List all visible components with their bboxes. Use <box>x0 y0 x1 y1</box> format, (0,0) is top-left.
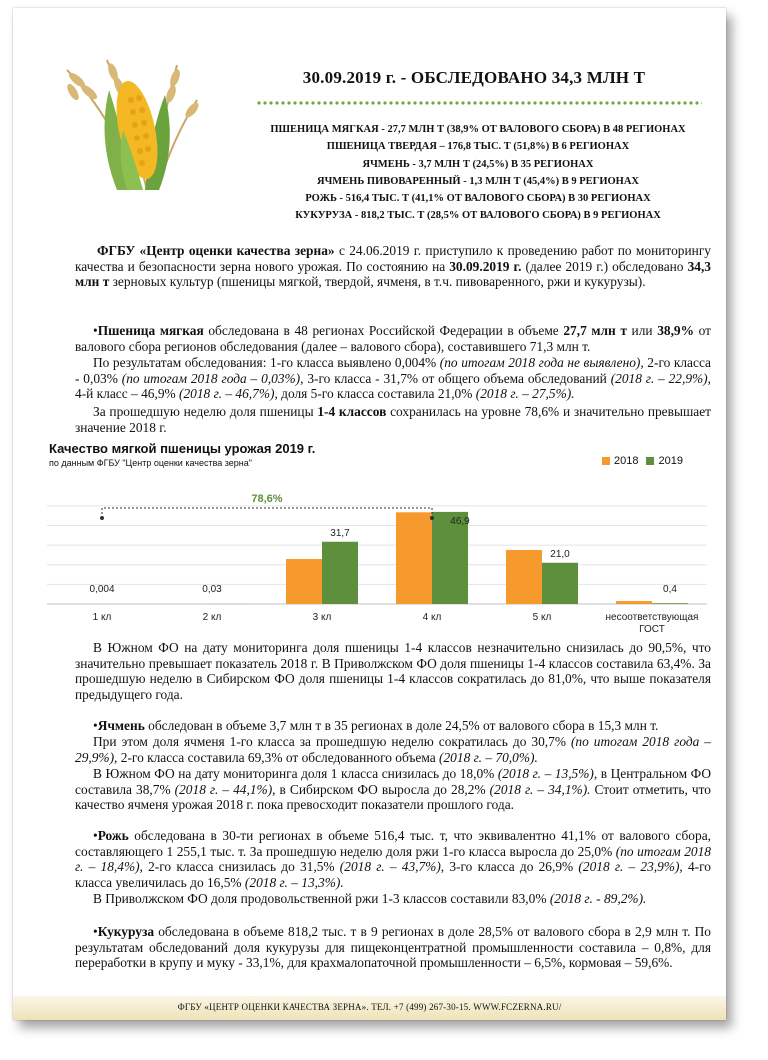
chart-subtitle: по данным ФГБУ "Центр оценки качества зерна" <box>49 458 252 468</box>
text: Стоит отметить, что качество ячменя урожая 2018 г. пока превосходит показатели прошлого года. <box>75 781 711 813</box>
data-label: 31,7 <box>330 527 350 539</box>
text: (2018 г. – 13,5%) <box>497 766 594 781</box>
category-label: 3 кл <box>312 612 332 623</box>
text: , 2-го класса - 0,03% <box>75 355 711 386</box>
text: (по итогам 2018 года – 0,03%) <box>121 370 301 386</box>
data-label: 0,03 <box>202 584 222 595</box>
category-label: 1 кл <box>92 612 112 623</box>
bullet: • <box>93 323 98 338</box>
bracket-line <box>102 508 432 518</box>
category-label-line: несоответствующая <box>605 612 699 623</box>
rye-heading: Рожь <box>97 828 129 843</box>
wheat-paragraph-2 <box>75 355 711 402</box>
category-label: 2 кл <box>202 612 222 623</box>
text: обследована в объеме 818,2 тыс. т в 9 регионах в доле 28,5% от валового сбора в 2,9 млн т. По результатам обследований доля кукурузы для пищеконцентратной промышленности составила – 0,8%, для переработки в крупу и муку - 33,1%, для крахмалопаточной промышленности – 6,5%, кормовая – 59,6%. <box>75 924 711 971</box>
bar-2019 <box>322 542 358 604</box>
text: В Приволжском ФО доля продовольственной ржи 1-3 классов составили 83,0% <box>93 891 550 906</box>
text: , в Центральном ФО составила 38,7% <box>75 766 711 797</box>
chart-legend <box>602 455 683 467</box>
text: обследована в 30-ти регионах в объеме 516,4 тыс. т, что эквивалентно 41,1% от валового сбора, составляющего 1 255,1 тыс. т. За прошедшую неделю доля ржи 1-го класса выросла до 25,0% <box>75 828 711 859</box>
text: 27,7 млн т <box>563 323 627 338</box>
chart-title: Качество мягкой пшеницы урожая 2019 г. <box>49 441 316 456</box>
text: обследован в объеме 3,7 млн т в 35 регионах в доле 24,5% от валового сбора в 15,3 млн т. <box>144 718 659 733</box>
rye-paragraph-2 <box>75 891 711 907</box>
intro-amount: 34,3 млн т <box>75 258 711 290</box>
document-page <box>13 8 726 1020</box>
text: (2018 г. – 46,7%) <box>179 386 275 402</box>
bar-2019 <box>652 603 688 604</box>
text: По результатам обследования: 1-го класса выявлено 0,004% <box>93 355 440 370</box>
crop-summary-item: КУКУРУЗА - 818,2 ТЫС. Т (28,5% ОТ ВАЛОВОГО СБОРА) В 9 РЕГИОНАХ <box>295 210 661 222</box>
category-label-line: ГОСТ <box>639 624 665 635</box>
corn-heading: Кукуруза <box>97 924 155 939</box>
category-label: 4 кл <box>422 612 442 623</box>
crop-summary-list <box>243 121 713 225</box>
footer-contacts: ФГБУ «ЦЕНТР ОЦЕНКИ КАЧЕСТВА ЗЕРНА». ТЕЛ. +7 (499) 267-30-15. WWW.FCZERNA.RU/ <box>177 1002 562 1012</box>
barley-paragraph-2 <box>75 734 711 765</box>
intro-text: зерновых культур (пшеницы мягкой, твердой, ячменя, в т.ч. пивоваренного, ржи и кукурузы). <box>109 274 646 290</box>
barley-paragraph-1 <box>75 718 711 734</box>
text: (2018 г. – 27,5%). <box>475 386 575 402</box>
text: (2018 г. – 22,9%) <box>610 370 708 386</box>
text: , 3-го класса до 26,9% <box>440 859 579 875</box>
text: сохранилась на уровне 78,6% и значительно превышает значение 2018 г. <box>75 404 711 435</box>
text: от валового сбора регионов обследования (далее – валового сбора), составившего 71,3 млн т. <box>75 323 711 354</box>
crop-summary-item: ПШЕНИЦА ТВЕРДАЯ – 176,8 ТЫС. Т (51,8%) В 6 РЕГИОНАХ <box>326 141 630 153</box>
legend-label: 2018 <box>614 455 639 467</box>
text: (2018 г. – 43,7%) <box>339 859 441 875</box>
barley-paragraph-3 <box>75 766 711 813</box>
crop-summary-item: ЯЧМЕНЬ ПИВОВАРЕННЫЙ - 1,3 МЛН Т (45,4%) В 9 РЕГИОНАХ <box>316 175 639 187</box>
bar-2018 <box>396 512 432 604</box>
intro-paragraph <box>75 243 711 290</box>
text: , 4-й класс – 46,9% <box>75 370 711 402</box>
text: , в Сибирском ФО выросла до 28,2% <box>272 781 490 797</box>
text: или <box>626 323 658 338</box>
legend-label: 2019 <box>658 455 683 467</box>
legend-item-2019 <box>646 455 682 467</box>
legend-swatch <box>602 457 610 465</box>
corn-paragraph <box>75 924 711 971</box>
intro-date: 30.09.2019 г. <box>449 258 522 274</box>
org-name: ФГБУ «Центр оценки качества зерна» <box>97 243 335 258</box>
text: (2018 г. – 23,9%) <box>578 859 680 875</box>
bullet: • <box>93 718 98 733</box>
bracket-label: 78,6% <box>251 493 283 505</box>
page-title: 30.09.2019 г. - ОБСЛЕДОВАНО 34,3 МЛН Т <box>302 68 646 87</box>
bracket-endpoint <box>430 516 434 520</box>
text: 38,9% <box>657 323 695 338</box>
crop-summary-item: ЯЧМЕНЬ - 3,7 МЛН Т (24,5%) В 35 РЕГИОНАХ <box>362 158 594 170</box>
text: 2-го класса составила 69,3% от обследованного объема <box>117 749 440 765</box>
text: (2018 г. – 13,3%). <box>244 874 344 890</box>
data-label: 0,004 <box>89 584 115 595</box>
bar-2019 <box>542 563 578 604</box>
crop-summary-item: РОЖЬ - 516,4 ТЫС. Т (41,1% ОТ ВАЛОВОГО СБОРА) В 30 РЕГИОНАХ <box>305 193 651 205</box>
text: (2018 г. – 70,0%). <box>439 749 538 765</box>
text: (по итогам 2018 г. – 18,4%), <box>75 843 711 875</box>
text: , 4-го класса увеличилась до 16,5% <box>75 859 711 890</box>
legend-item-2018 <box>602 455 638 467</box>
text: 2-го класса снизилась до 31,5% <box>142 859 340 875</box>
bar-2018 <box>506 550 542 604</box>
category-label: 5 кл <box>532 612 552 623</box>
grain-logo-icon <box>47 50 207 200</box>
text: 1-4 классов <box>317 404 387 419</box>
data-label: 46,9 <box>450 515 470 527</box>
data-label: 21,0 <box>550 548 570 560</box>
bullet: • <box>93 924 98 939</box>
category-label <box>606 612 699 635</box>
barley-heading: Ячмень <box>97 718 145 733</box>
south-paragraph <box>75 640 711 702</box>
intro-text: (далее 2019 г.) обследовано <box>521 258 688 274</box>
bar-2018 <box>616 601 652 604</box>
wheat-paragraph-3 <box>75 404 711 435</box>
bracket-endpoint <box>100 516 104 520</box>
wheat-paragraph-1 <box>75 323 711 354</box>
text: В Южном ФО на дату мониторинга доля 1 класса снизилась до 18,0% <box>93 766 498 781</box>
text: При этом доля ячменя 1-го класса за прошедшую неделю сократилась до 30,7% <box>93 734 571 749</box>
text: (2018 г. – 44,1%) <box>174 781 273 797</box>
text: В Южном ФО на дату мониторинга доля пшеницы 1-4 классов незначительно снизилась до 90,5%, что значительно превышает показатель 2018 г. В Приволжском ФО доля пшеницы 1-4 классов составила 63,4%. За прошедшую неделю в Сибирском ФО доля пшеницы 1-4 классов сократилась до 81,0%, что выше показателя предыдущего года. <box>75 640 711 702</box>
data-label: 0,4 <box>663 584 677 595</box>
text: , 3-го класса - 31,7% от общего объема обследований <box>300 370 611 386</box>
text: За прошедшую неделю доля пшеницы <box>93 404 318 419</box>
intro-text: с 24.06.2019 г. приступило к проведению работ по мониторингу качества и безопасности зерна нового урожая. По состоянию на <box>75 243 712 274</box>
text: (2018 г. - 89,2%). <box>549 891 647 906</box>
text: (по итогам 2018 года – 29,9%), <box>75 734 711 765</box>
title-divider <box>256 101 702 105</box>
crop-summary-item: ПШЕНИЦА МЯГКАЯ - 27,7 МЛН Т (38,9% ОТ ВАЛОВОГО СБОРА) В 48 РЕГИОНАХ <box>270 124 686 135</box>
text: (2018 г. – 34,1%). <box>489 781 591 797</box>
legend-swatch <box>646 457 654 465</box>
rye-paragraph-1 <box>75 828 711 890</box>
text: , доля 5-го класса составила 21,0% <box>274 386 476 402</box>
bar-2018 <box>286 559 322 604</box>
wheat-quality-chart <box>37 478 717 638</box>
wheat-heading: Пшеница мягкая <box>97 323 204 338</box>
text: (по итогам 2018 года не выявлено) <box>439 355 641 370</box>
text: обследована в 48 регионах Российской Федерации в объеме <box>203 323 564 338</box>
bullet: • <box>93 828 98 843</box>
